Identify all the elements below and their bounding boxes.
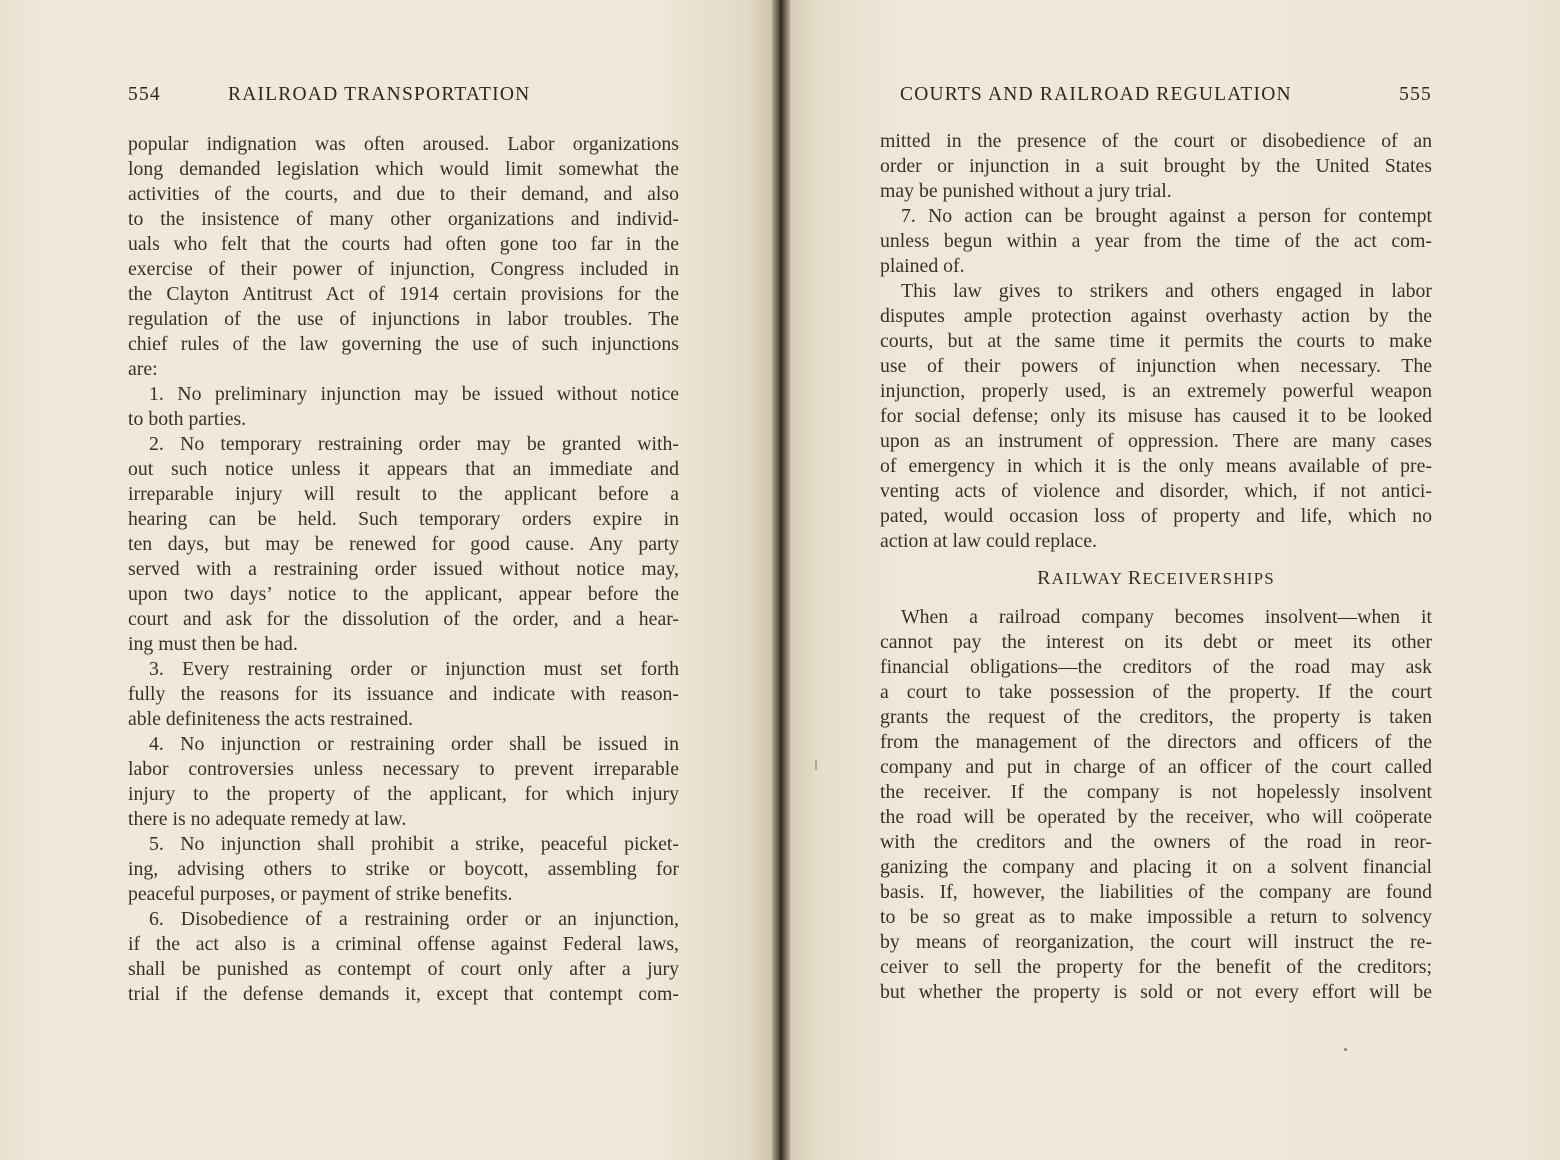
paper-speck xyxy=(1344,1048,1347,1051)
text-line: When a railroad company becomes insolvent—when it xyxy=(901,606,1432,628)
text-line: trial if the defense demands it, except that contempt com- xyxy=(128,983,679,1005)
text-line: the receiver. If the company is not hopelessly insolvent xyxy=(880,781,1432,803)
text-line: peaceful purposes, or payment of strike benefits. xyxy=(128,883,513,905)
text-line: 1. No preliminary injunction may be issued without notice xyxy=(149,383,679,405)
right-page-number: 555 xyxy=(1399,84,1432,105)
text-line: popular indignation was often aroused. Labor organizations xyxy=(128,133,679,155)
text-line: ing must then be had. xyxy=(128,633,298,655)
text-line: ten days, but may be renewed for good cause. Any party xyxy=(128,533,679,555)
paper-mark xyxy=(815,760,817,770)
text-line: served with a restraining order issued without notice may, xyxy=(128,558,679,580)
right-text-after-heading xyxy=(880,605,1432,1005)
text-line: to both parties. xyxy=(128,408,247,430)
text-line: pated, would occasion loss of property and life, which no xyxy=(880,505,1432,527)
text-line: upon as an instrument of oppression. There are many cases xyxy=(880,430,1432,452)
text-line: of emergency in which it is the only means available of pre- xyxy=(880,455,1432,477)
left-page-number: 554 xyxy=(128,84,161,105)
section-heading-text: RAILWAY RECEIVERSHIPS xyxy=(1037,567,1275,589)
text-line: a court to take possession of the property. If the court xyxy=(880,681,1432,703)
text-line: use of their powers of injunction when necessary. The xyxy=(880,355,1432,377)
text-line: but whether the property is sold or not every effort will be xyxy=(880,981,1432,1003)
text-line: financial obligations—the creditors of the road may ask xyxy=(880,656,1432,678)
text-line: courts, but at the same time it permits the courts to make xyxy=(880,330,1432,352)
text-line: ceiver to sell the property for the benefit of the creditors; xyxy=(880,956,1432,978)
right-running-title: COURTS AND RAILROAD REGULATION xyxy=(900,84,1292,105)
text-line: 3. Every restraining order or injunction must set forth xyxy=(149,658,679,680)
left-body-text xyxy=(128,132,679,1007)
text-line: 7. No action can be brought against a person for contempt xyxy=(901,205,1432,227)
text-line: chief rules of the law governing the use of such injunctions xyxy=(128,333,679,355)
text-line: court and ask for the dissolution of the order, and a hear- xyxy=(128,608,679,630)
text-line: order or injunction in a suit brought by the United States xyxy=(880,155,1432,177)
text-line: to be so great as to make impossible a return to solvency xyxy=(880,906,1432,928)
text-line: fully the reasons for its issuance and indicate with reason- xyxy=(128,683,679,705)
text-line: labor controversies unless necessary to prevent irreparable xyxy=(128,758,679,780)
text-line: ing, advising others to strike or boycott, assembling for xyxy=(128,858,679,880)
text-line: if the act also is a criminal offense against Federal laws, xyxy=(128,933,679,955)
text-line: 6. Disobedience of a restraining order or an injunction, xyxy=(149,908,679,930)
text-line: hearing can be held. Such temporary orders expire in xyxy=(128,508,679,530)
text-line: are: xyxy=(128,358,158,380)
text-line: the road will be operated by the receiver, who will coöperate xyxy=(880,806,1432,828)
section-heading xyxy=(880,566,1432,591)
text-line: able definiteness the acts restrained. xyxy=(128,708,414,730)
text-line: with the creditors and the owners of the road in reor- xyxy=(880,831,1432,853)
left-running-head xyxy=(128,84,680,110)
text-line: plained of. xyxy=(880,255,965,277)
book-gutter xyxy=(772,0,790,1160)
text-line: exercise of their power of injunction, Congress included in xyxy=(128,258,679,280)
text-line: may be punished without a jury trial. xyxy=(880,180,1172,202)
text-line: cannot pay the interest on its debt or meet its other xyxy=(880,631,1432,653)
text-line: 5. No injunction shall prohibit a strike, peaceful picket- xyxy=(149,833,679,855)
text-line: venting acts of violence and disorder, which, if not antici- xyxy=(880,480,1432,502)
text-line: This law gives to strikers and others engaged in labor xyxy=(901,280,1432,302)
right-text-before-heading xyxy=(880,129,1432,554)
text-line: the Clayton Antitrust Act of 1914 certain provisions for the xyxy=(128,283,679,305)
left-running-title: RAILROAD TRANSPORTATION xyxy=(228,84,531,105)
text-line: regulation of the use of injunctions in labor troubles. The xyxy=(128,308,679,330)
text-line: long demanded legislation which would limit somewhat the xyxy=(128,158,679,180)
text-line: uals who felt that the courts had often gone too far in the xyxy=(128,233,679,255)
text-line: unless begun within a year from the time of the act com- xyxy=(880,230,1432,252)
text-line: activities of the courts, and due to their demand, and also xyxy=(128,183,679,205)
text-line: 2. No temporary restraining order may be granted with- xyxy=(149,433,679,455)
text-line: for social defense; only its misuse has caused it to be looked xyxy=(880,405,1432,427)
text-line: there is no adequate remedy at law. xyxy=(128,808,407,830)
right-running-head xyxy=(900,84,1432,110)
text-line: by means of reorganization, the court will instruct the re- xyxy=(880,931,1432,953)
text-line: company and put in charge of an officer of the court called xyxy=(880,756,1432,778)
text-line: to the insistence of many other organizations and individ- xyxy=(128,208,679,230)
text-line: basis. If, however, the liabilities of the company are found xyxy=(880,881,1432,903)
text-line: ganizing the company and placing it on a solvent financial xyxy=(880,856,1432,878)
text-line: shall be punished as contempt of court only after a jury xyxy=(128,958,679,980)
text-line: mitted in the presence of the court or disobedience of an xyxy=(880,130,1432,152)
text-line: grants the request of the creditors, the property is taken xyxy=(880,706,1432,728)
text-line: injury to the property of the applicant, for which injury xyxy=(128,783,679,805)
text-line: irreparable injury will result to the applicant before a xyxy=(128,483,679,505)
text-line: from the management of the directors and officers of the xyxy=(880,731,1432,753)
text-line: 4. No injunction or restraining order shall be issued in xyxy=(149,733,679,755)
text-line: injunction, properly used, is an extremely powerful weapon xyxy=(880,380,1432,402)
text-line: action at law could replace. xyxy=(880,530,1097,552)
text-line: out such notice unless it appears that an immediate and xyxy=(128,458,679,480)
right-body-text xyxy=(880,129,1432,1005)
text-line: disputes ample protection against overhasty action by the xyxy=(880,305,1432,327)
text-line: upon two days’ notice to the applicant, appear before the xyxy=(128,583,679,605)
